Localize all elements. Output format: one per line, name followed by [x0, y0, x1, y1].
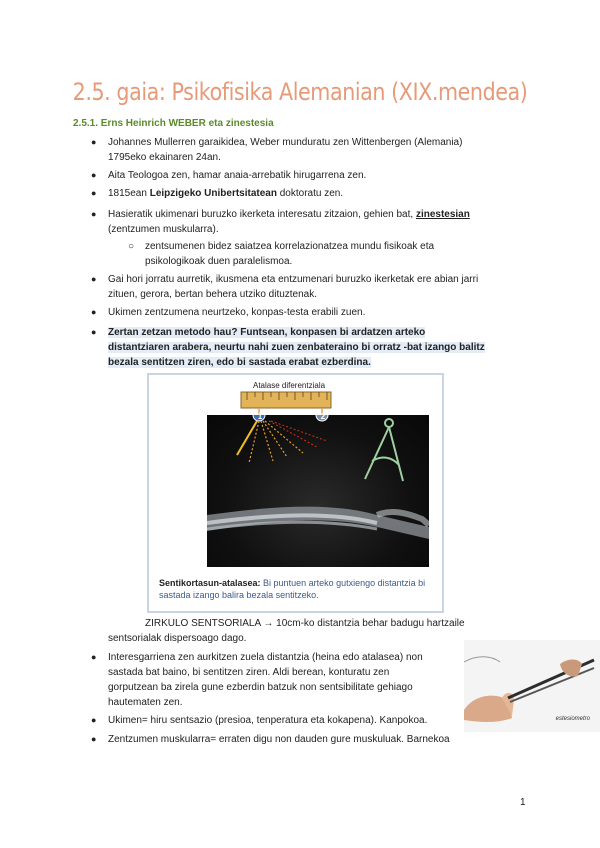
xray-figure	[147, 373, 444, 613]
ruler-icon	[241, 392, 331, 408]
photo-label: estesiometro	[555, 716, 590, 722]
sensory-circle-line-2: sentsorialak dispersoago dago.	[108, 633, 247, 644]
underlined-term: zinestesian	[415, 209, 470, 220]
list-item: ● Ukimen= hiru sentsazio (presioa, tenperatura eta kokapena). Kanpokoa.	[91, 715, 428, 726]
list-item: ● 1815ean Leipzigeko Unibertsitatean doktoratu zen.	[91, 188, 344, 199]
bullet-icon: ●	[91, 652, 97, 662]
bullet-icon: ●	[91, 274, 97, 284]
bold-text: Leipzigeko Unibertsitatean	[149, 188, 277, 199]
ruler-label: Atalase diferentziala	[253, 381, 326, 390]
page-title: 2.5. gaia: Psikofisika Alemanian (XIX.mendea)	[72, 78, 528, 106]
page-number: 1	[520, 797, 526, 808]
bullet-icon: ●	[91, 734, 97, 744]
section-heading: 2.5.1. Erns Heinrich WEBER eta zinestesia	[73, 118, 274, 129]
bullet-icon: ●	[91, 715, 97, 725]
bullet-icon: ●	[91, 137, 97, 147]
list-item-highlighted: ● Zertan zetzan metodo hau? Funtsean, konpasen bi ardatzen arteko distantziaren arabera, neurtu nahi zuen zenbateraino bi orratz -bat izango balitz bezala sentitzen ziren, edo bi sastada erabat ezberdina.	[91, 327, 485, 368]
bullet-icon: ●	[91, 209, 97, 219]
list-item: ● Interesgarriena zen aurkitzen zuela distantzia (heina edo atalasea) non sastada bat baino, bi sentitzen ziren. Aldi berean, konturatu zen gorputzean ba zirela gune ezberdin batzuk non sentsibilitate gehiago hautematen zen.	[91, 652, 423, 708]
point-1-label: 1	[257, 412, 263, 421]
compass-icon	[365, 419, 403, 481]
figure-caption: Sentikortasun-atalasea: Bi puntuen arteko gutxiengo distantzia bi sastada izango balira bezala sentitzeko.	[159, 578, 426, 600]
xray-image	[207, 415, 429, 567]
bullet-icon: ●	[91, 170, 97, 180]
sub-list-item: ○ zentsumenen bidez saiatzea korrelazionatzea mundu fisikoak eta psikologikoak duen paralelismoa.	[128, 241, 435, 267]
bullet-icon: ●	[91, 327, 97, 337]
point-2-label: 2	[320, 412, 326, 421]
list-item: ● Johannes Mullerren garaikidea, Weber munduratu zen Wittenbergen (Alemania) 1795eko ekainaren 24an.	[91, 137, 463, 163]
list-item: ● Gai hori jorratu aurretik, ikusmena eta entzumenari buruzko ikerketak ere abian jarri zituen, gerora, bertan behera utziko dituztenak.	[91, 274, 479, 300]
esthesiometer-photo	[464, 640, 600, 732]
circle-bullet-icon: ○	[128, 241, 135, 252]
bullet-icon: ●	[91, 188, 97, 198]
list-item: ● Ukimen zentzumena neurtzeko, konpas-testa erabili zuen.	[91, 307, 366, 318]
list-item: ● Aita Teologoa zen, hamar anaia-arrebatik hirugarrena zen.	[91, 170, 367, 181]
sensory-circle-line: ZIRKULO SENTSORIALA → 10cm-ko distantzia behar badugu hartzaile	[145, 618, 465, 629]
bullet-icon: ●	[91, 307, 97, 317]
list-item: ● Zentzumen muskularra= erraten digu non dauden gure muskuluak. Barnekoa	[91, 734, 450, 745]
list-item: ● Hasieratik ukimenari buruzko ikerketa interesatu zitzaion, gehien bat, zinestesian (zentzumen muskularra).	[91, 209, 470, 235]
